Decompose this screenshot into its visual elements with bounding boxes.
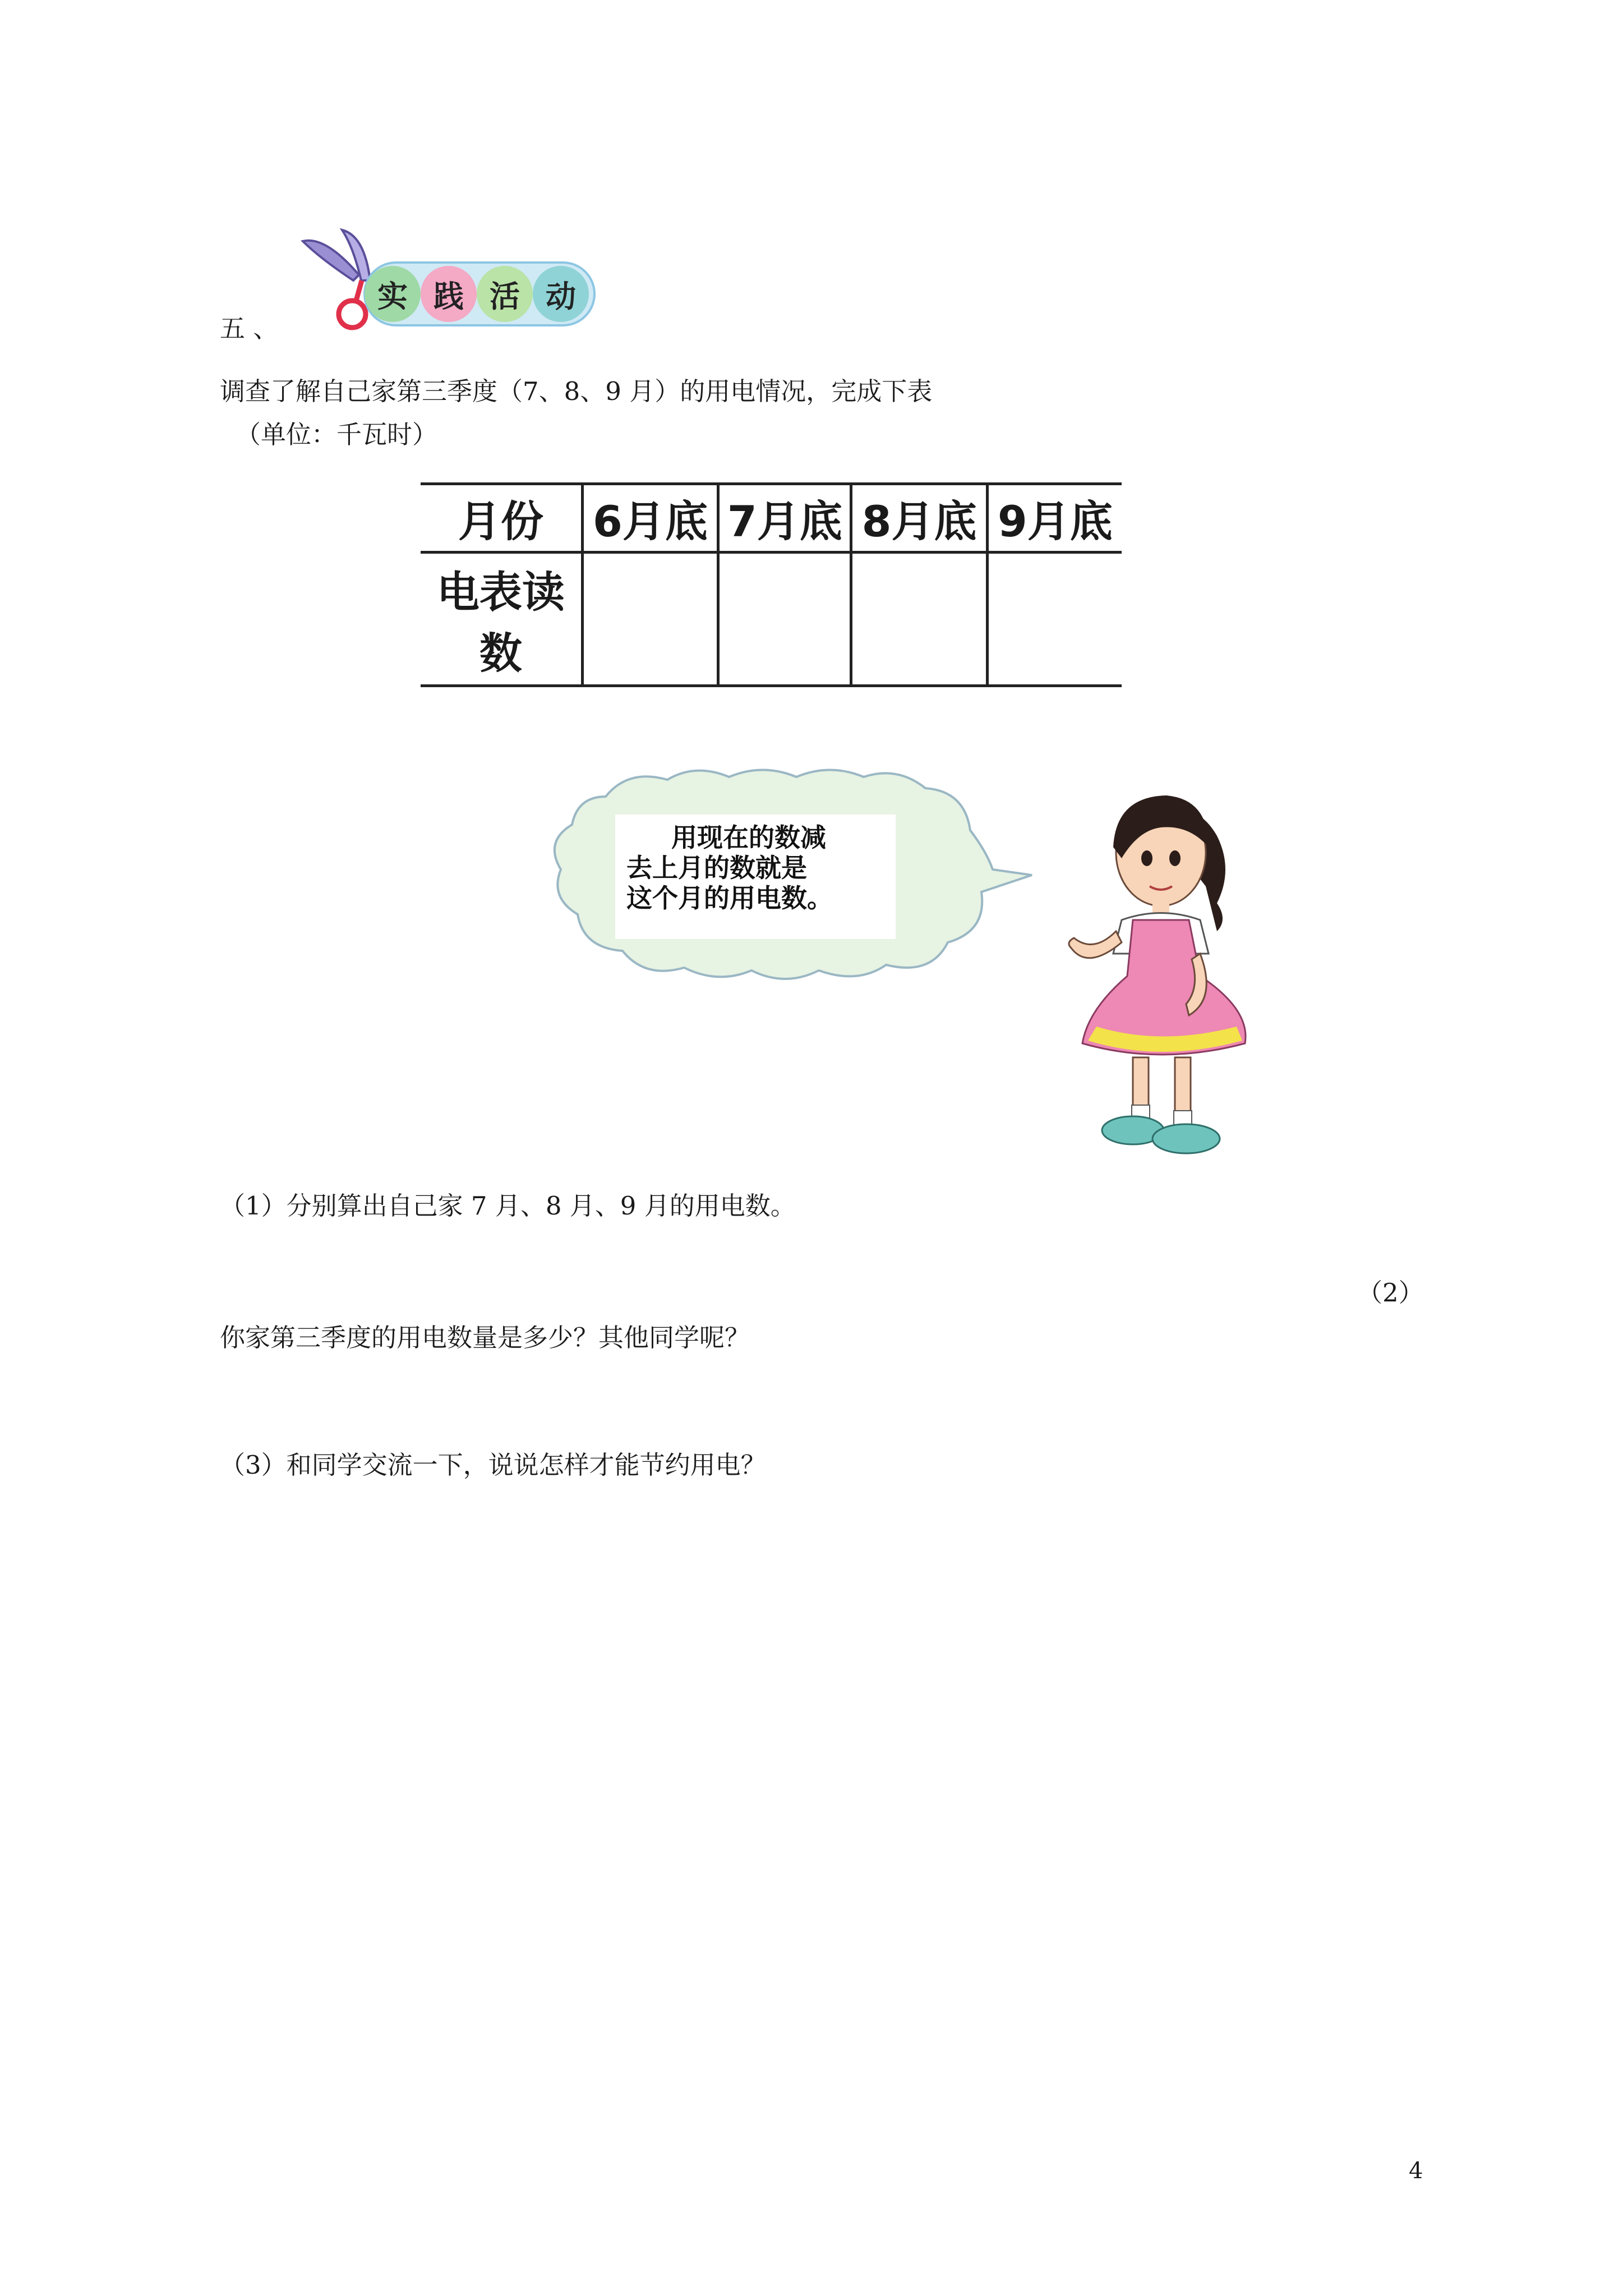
practice-activity-badge	[292, 224, 606, 337]
question-2: 你家第三季度的用电数量是多少？其他同学呢？	[220, 1323, 750, 1352]
badge-char-3: 活	[490, 278, 520, 314]
bubble-line-1: 用现在的数减	[671, 822, 826, 853]
header-august-end: 8月底	[851, 484, 987, 553]
intro-line-2: （单位：千瓦时）	[236, 420, 438, 449]
bubble-line-3: 这个月的用电数。	[626, 883, 833, 913]
speech-cloud-text	[615, 815, 896, 939]
header-july-end: 7月底	[718, 484, 851, 553]
page-number: 4	[1409, 2158, 1423, 2184]
cell-july-reading[interactable]	[718, 553, 851, 686]
table-row	[421, 553, 1122, 686]
section-number: 五 、	[220, 314, 279, 343]
header-month: 月份	[421, 484, 582, 553]
badge-char-4: 动	[546, 278, 576, 314]
table-header-row	[421, 484, 1122, 553]
badge-char-1: 实	[377, 278, 408, 314]
cell-september-reading[interactable]	[987, 553, 1122, 686]
question-3: （3）和同学交流一下，说说怎样才能节约用电？	[220, 1450, 766, 1480]
cell-august-reading[interactable]	[851, 553, 987, 686]
question-2-number: （2）	[1357, 1278, 1424, 1308]
bubble-line-2: 去上月的数就是	[626, 853, 807, 883]
row-label-meter-reading: 电表读数	[421, 553, 582, 686]
header-september-end: 9月底	[987, 484, 1122, 553]
badge-char-2: 践	[434, 278, 464, 314]
cell-june-reading[interactable]	[582, 553, 718, 686]
question-1: （1）分别算出自己家 7 月、8 月、9 月的用电数。	[220, 1191, 796, 1221]
meter-readings-table	[421, 482, 1122, 687]
header-june-end: 6月底	[582, 484, 718, 553]
girl-illustration	[1049, 774, 1262, 1167]
intro-line-1: 调查了解自己家第三季度（7、8、9 月）的用电情况，完成下表	[220, 376, 933, 406]
